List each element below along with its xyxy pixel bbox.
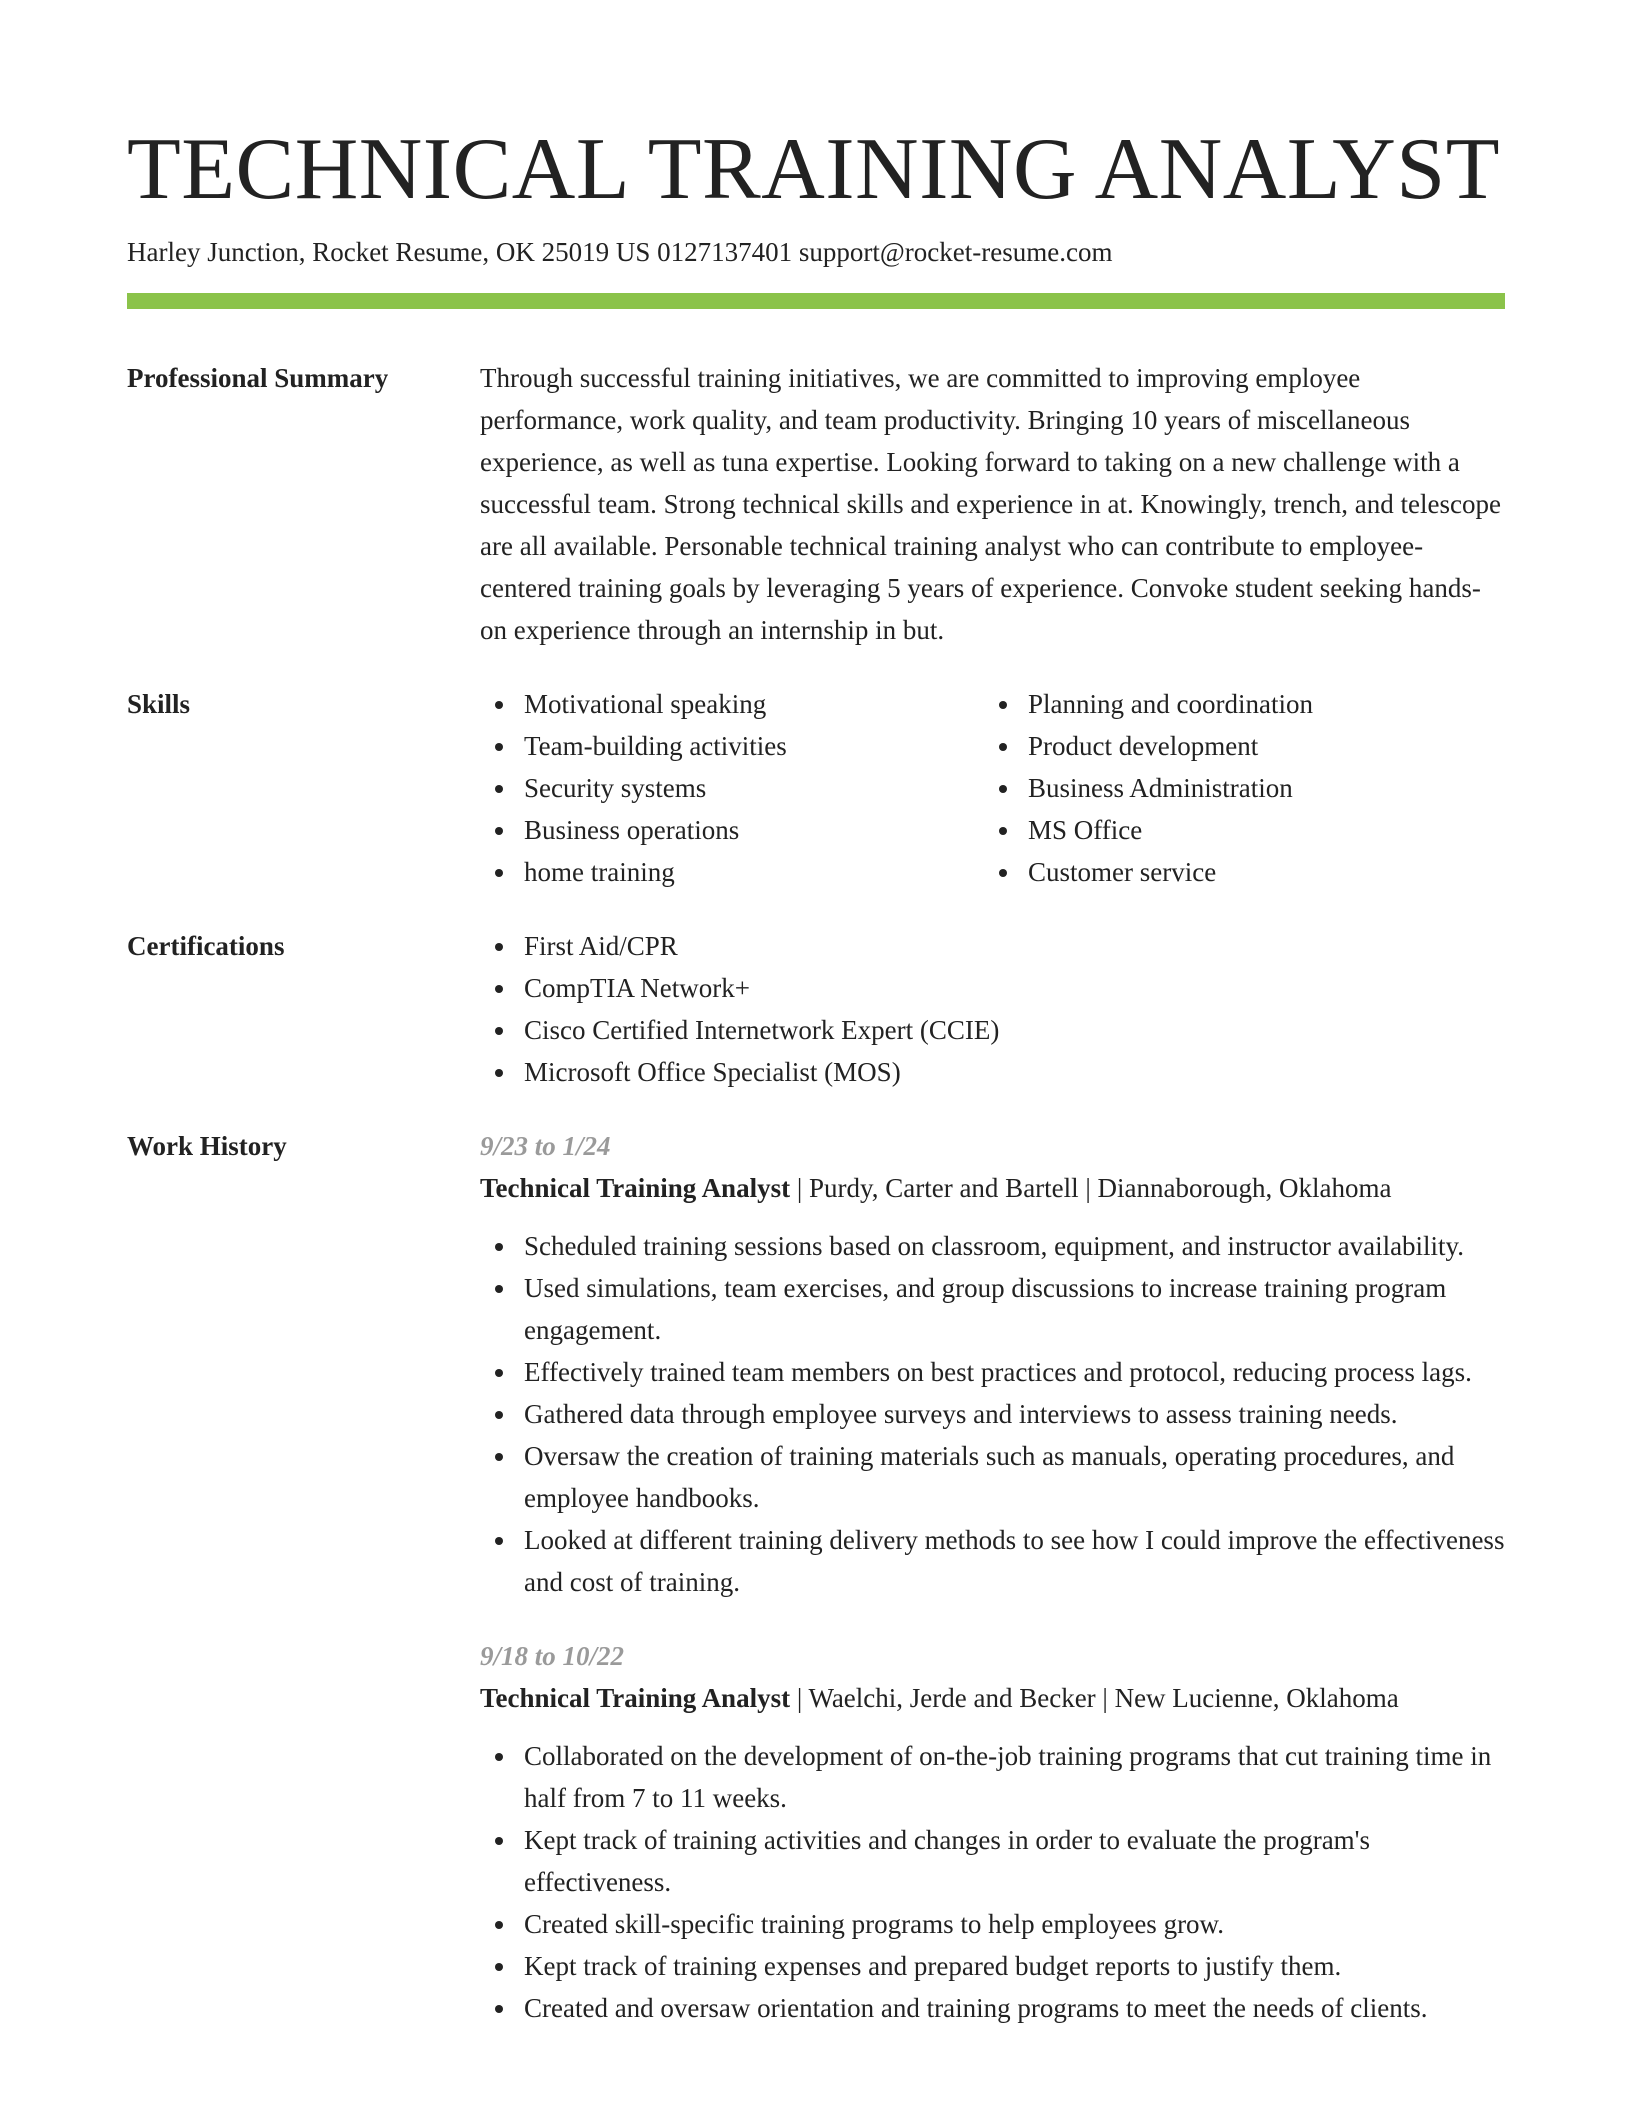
skill-item: home training	[480, 851, 984, 893]
skill-item: MS Office	[984, 809, 1488, 851]
skill-item: Team-building activities	[480, 725, 984, 767]
skill-item: Product development	[984, 725, 1488, 767]
certifications-list	[480, 925, 1505, 1093]
certifications-section	[127, 925, 1505, 1093]
skill-item: Business Administration	[984, 767, 1488, 809]
job-heading	[480, 1167, 1505, 1209]
job-responsibilities	[480, 1735, 1505, 2029]
responsibility-item: Scheduled training sessions based on classroom, equipment, and instructor availability.	[480, 1225, 1505, 1267]
responsibility-item: Created and oversaw orientation and training programs to meet the needs of clients.	[480, 1987, 1505, 2029]
skills-section	[127, 683, 1505, 893]
skills-body	[480, 683, 1505, 893]
skills-list-right	[984, 683, 1488, 893]
job-entry	[480, 1125, 1505, 1603]
responsibility-item: Gathered data through employee surveys and interviews to assess training needs.	[480, 1393, 1505, 1435]
skill-item: Business operations	[480, 809, 984, 851]
responsibility-item: Effectively trained team members on best practices and protocol, reducing process lags.	[480, 1351, 1505, 1393]
responsibility-item: Kept track of training expenses and prepared budget reports to justify them.	[480, 1945, 1505, 1987]
job-dates: 9/18 to 10/22	[480, 1641, 625, 1671]
certification-item: Cisco Certified Internetwork Expert (CCIE)	[480, 1009, 1505, 1051]
responsibility-item: Created skill-specific training programs to help employees grow.	[480, 1903, 1505, 1945]
section-heading-summary: Professional Summary	[127, 363, 389, 393]
job-employer-location: | Purdy, Carter and Bartell | Diannaborough, Oklahoma	[790, 1173, 1392, 1203]
responsibility-item: Collaborated on the development of on-the-job training programs that cut training time in half from 7 to 11 weeks.	[480, 1735, 1505, 1819]
certification-item: First Aid/CPR	[480, 925, 1505, 967]
certification-item: Microsoft Office Specialist (MOS)	[480, 1051, 1505, 1093]
responsibility-item: Oversaw the creation of training materials such as manuals, operating procedures, and employee handbooks.	[480, 1435, 1505, 1519]
skill-item: Motivational speaking	[480, 683, 984, 725]
job-employer-location: | Waelchi, Jerde and Becker | New Lucienne, Oklahoma	[790, 1683, 1399, 1713]
skill-item: Customer service	[984, 851, 1488, 893]
job-dates: 9/23 to 1/24	[480, 1131, 611, 1161]
job-title: Technical Training Analyst	[480, 1173, 791, 1203]
resume-title: TECHNICAL TRAINING ANALYST	[127, 121, 1501, 218]
skill-item: Security systems	[480, 767, 984, 809]
responsibility-item: Used simulations, team exercises, and group discussions to increase training program engagement.	[480, 1267, 1505, 1351]
professional-summary-section	[127, 357, 1505, 651]
job-entry	[480, 1635, 1505, 2029]
responsibility-item: Looked at different training delivery methods to see how I could improve the effectiveness and cost of training.	[480, 1519, 1505, 1603]
summary-text: Through successful training initiatives, we are committed to improving employee performance, work quality, and team productivity. Bringing 10 years of miscellaneous experience, as well as tuna expertise. Looking forward to taking on a new challenge with a successful team. Strong technical skills and experience in at. Knowingly, trench, and telescope are all available. Personable technical training analyst who can contribute to employee-centered training goals by leveraging 5 years of experience. Convoke student seeking hands-on experience through an internship in but.	[480, 363, 1501, 645]
work-history-section	[127, 1125, 1505, 2061]
certifications-body	[480, 925, 1505, 1093]
job-responsibilities	[480, 1225, 1505, 1603]
skills-columns	[480, 683, 1505, 893]
section-heading-certifications: Certifications	[127, 931, 285, 961]
skill-item: Planning and coordination	[984, 683, 1488, 725]
section-heading-work-history: Work History	[127, 1131, 287, 1161]
contact-line: Harley Junction, Rocket Resume, OK 25019 US 0127137401 support@rocket-resume.com	[127, 237, 1113, 267]
work-history-body	[480, 1125, 1505, 2061]
section-heading-skills: Skills	[127, 689, 191, 719]
responsibility-item: Kept track of training activities and changes in order to evaluate the program's effectiveness.	[480, 1819, 1505, 1903]
skills-list-left	[480, 683, 984, 893]
job-title: Technical Training Analyst	[480, 1683, 791, 1713]
job-heading	[480, 1677, 1505, 1719]
accent-divider	[127, 293, 1505, 309]
certification-item: CompTIA Network+	[480, 967, 1505, 1009]
